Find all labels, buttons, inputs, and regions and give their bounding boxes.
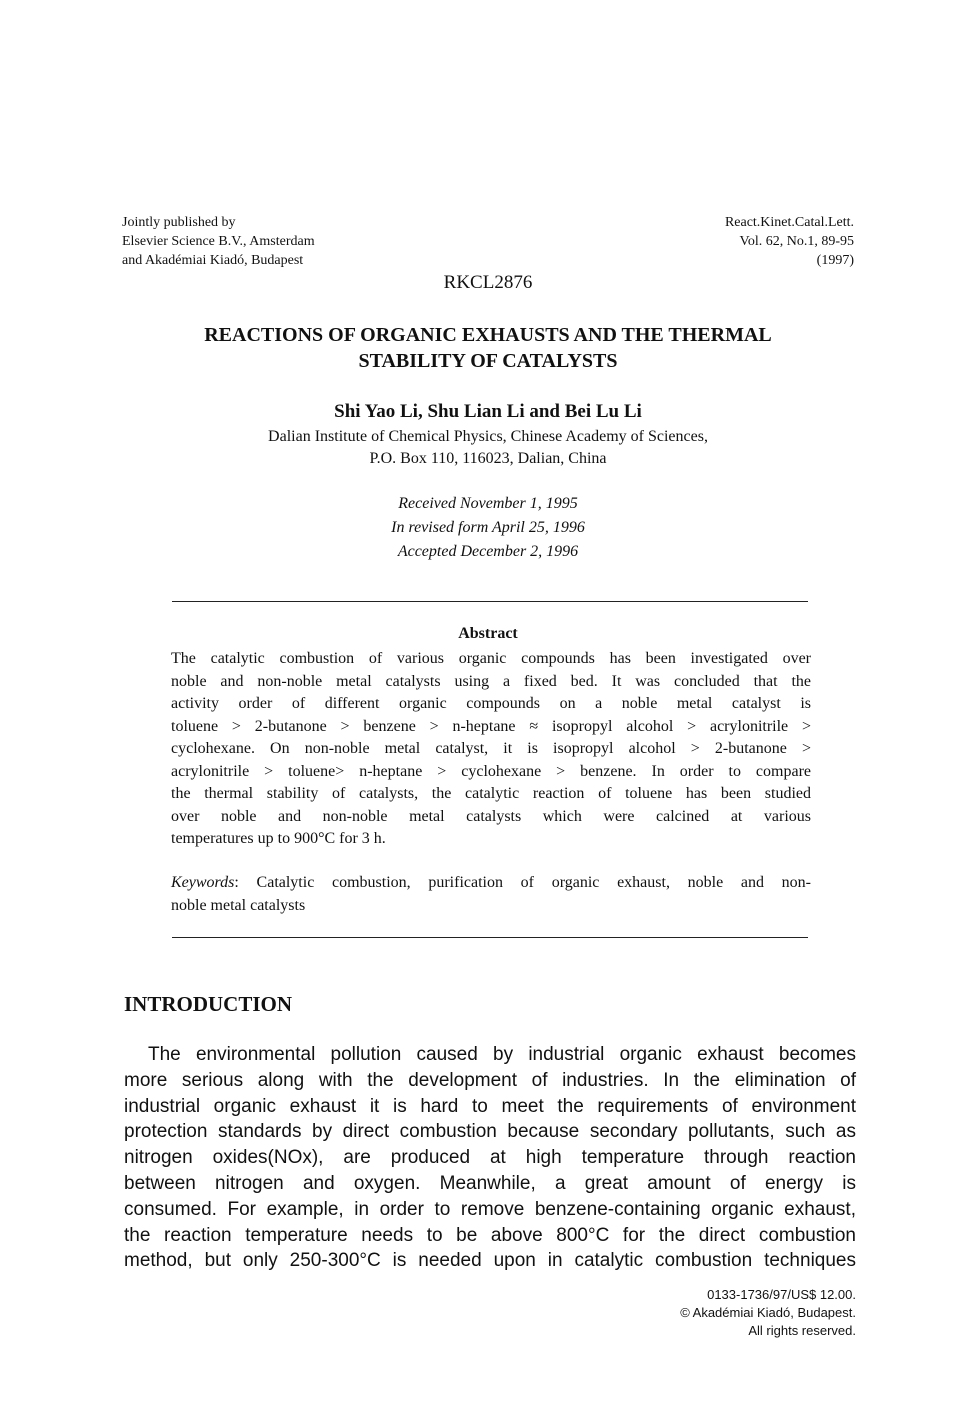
received-date: Received November 1, 1995 [398,495,578,512]
abstract-line: The catalytic combustion of various organic compounds has been investigated over [171,650,811,667]
journal-line: React.Kinet.Catal.Lett. [724,215,854,230]
intro-line: protection standards by direct combustion because secondary pollutants, such as [124,1121,856,1143]
price-code: 0133-1736/97/US$ 12.00. [707,1287,856,1302]
keywords-label: Keywords [171,874,235,891]
intro-line: more serious along with the development of industries. In the elimination of [124,1069,856,1091]
paper-title [0,322,976,374]
intro-line: consumed. For example, in order to remove benzene-containing organic exhaust, [124,1198,856,1220]
title-line: STABILITY OF CATALYSTS [358,350,618,372]
affiliation-line: Dalian Institute of Chemical Physics, Chinese Academy of Sciences, [268,428,708,445]
abstract-text [171,648,811,851]
revised-date: In revised form April 25, 1996 [391,519,585,536]
intro-line: method, but only 250-300°C is needed upon in catalytic combustion techniques [124,1250,856,1272]
publisher-line: Elsevier Science B.V., Amsterdam [122,234,315,249]
abstract-line: the thermal stability of catalysts, the catalytic reaction of toluene has been studied [171,785,811,802]
abstract-bottom-rule [172,937,808,938]
abstract-top-rule [172,601,808,602]
journal-line: (1997) [816,253,854,268]
affiliation [0,426,976,470]
keywords-line [171,872,811,895]
abstract-line: activity order of different organic compounds on a noble metal catalyst is [171,695,811,712]
journal-line: Vol. 62, No.1, 89-95 [739,234,854,249]
abstract-line: over noble and non-noble metal catalysts which were calcined at various [171,807,811,825]
abstract-line: noble and non-noble metal catalysts using a fixed bed. It was concluded that the [171,672,811,690]
intro-line: nitrogen oxides(NOx), are produced at high temperature through reaction [124,1147,856,1169]
keywords-text: : Catalytic combustion, purification of organic exhaust, noble and non- [234,874,811,891]
abstract-line: temperatures up to 900°C for 3 h. [171,830,386,847]
abstract-line: toluene > 2-butanone > benzene > n-heptane ≈ isopropyl alcohol > acrylonitrile > [171,717,811,735]
intro-line: industrial organic exhaust it is hard to meet the requirements of environment [124,1095,856,1117]
publisher-line: Jointly published by [122,215,236,230]
keywords-line: noble metal catalysts [171,896,306,914]
copyright-footer [536,1286,856,1340]
author-list: Shi Yao Li, Shu Lian Li and Bei Lu Li [334,401,642,422]
rights-line: All rights reserved. [748,1323,856,1338]
copyright-line: © Akadémiai Kiadó, Budapest. [680,1305,856,1320]
abstract-line: cyclohexane. On non-noble metal catalyst, it is isopropyl alcohol > 2-butanone > [171,740,811,757]
article-code: RKCL2876 [443,272,533,293]
keywords [171,872,811,917]
publisher-block [122,213,315,270]
intro-line: the reaction temperature needs to be above 800°C for the direct combustion [124,1224,856,1246]
abstract-line: acrylonitrile > toluene> n-heptane > cyclohexane > benzene. In order to compare [171,762,811,780]
title-line: REACTIONS OF ORGANIC EXHAUSTS AND THE THERMAL [204,324,772,346]
intro-line: The environmental pollution caused by industrial organic exhaust becomes [148,1044,856,1065]
publisher-line: and Akadémiai Kiadó, Budapest [122,253,304,268]
journal-citation [554,213,854,270]
section-heading: INTRODUCTION [124,992,293,1016]
history-dates [0,492,976,564]
introduction-text [124,1042,856,1274]
accepted-date: Accepted December 2, 1996 [397,543,579,560]
affiliation-line: P.O. Box 110, 116023, Dalian, China [369,450,607,467]
abstract-heading: Abstract [458,625,518,642]
intro-line: between nitrogen and oxygen. Meanwhile, a great amount of energy is [124,1172,856,1194]
